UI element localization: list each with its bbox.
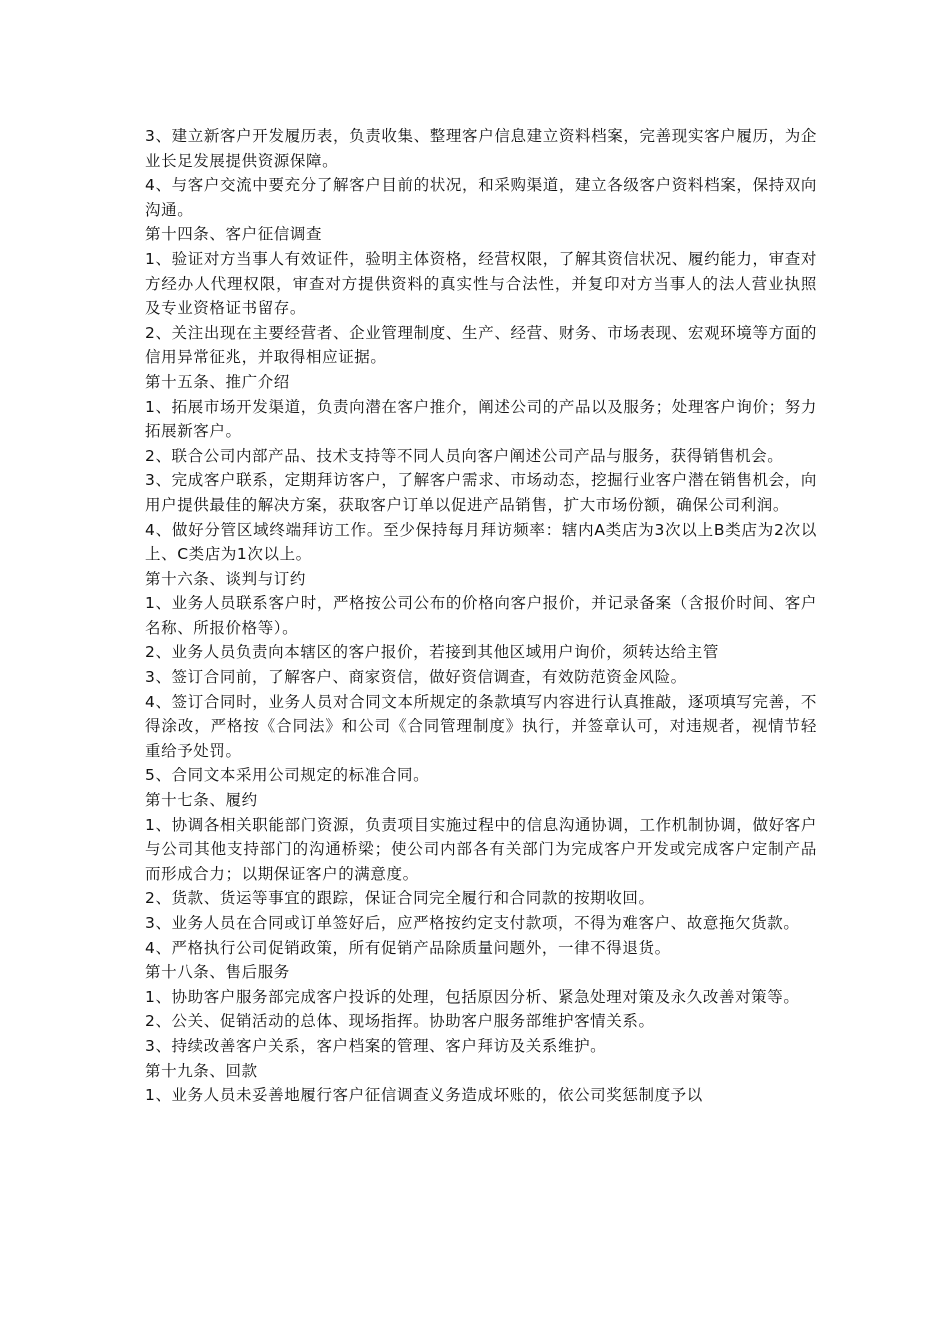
clause-item: 1、业务人员未妥善地履行客户征信调查义务造成坏账的，依公司奖惩制度予以 — [145, 1086, 703, 1105]
clause-item: 2、业务人员负责向本辖区的客户报价，若接到其他区域用户询价，须转达给主管 — [145, 643, 719, 662]
clause-item: 2、货款、货运等事宜的跟踪，保证合同完全履行和合同款的按期收回。 — [145, 889, 655, 908]
clause-item: 3、签订合同前，了解客户、商家资信，做好资信调查，有效防范资金风险。 — [145, 668, 687, 687]
clause-item: 3、业务人员在合同或订单签好后，应严格按约定支付款项，不得为难客户、故意拖欠货款。 — [145, 914, 800, 932]
section-heading: 第十五条、推广介绍 — [145, 372, 290, 391]
section-heading: 第十九条、回款 — [145, 1061, 258, 1080]
section-heading: 第十七条、履约 — [145, 791, 258, 810]
clause-item: 3、持续改善客户关系，客户档案的管理、客户拜访及关系维护。 — [145, 1036, 607, 1055]
document-body — [145, 124, 817, 1108]
clause-item: 1、业务人员联系客户时，严格按公司公布的价格向客户报价，并记录备案（含报价时间、客户名称、所报价格等）。 — [145, 594, 817, 637]
clause-item: 1、协调各相关职能部门资源，负责项目实施过程中的信息沟通协调，工作机制协调，做好客户与公司其他支持部门的沟通桥梁；使公司内部各有关部门为完成客户开发或完成客户定制产品而形成合力；以期保证客户的满意度。 — [145, 815, 817, 883]
clause-item: 1、验证对方当事人有效证件，验明主体资格，经营权限，了解其资信状况、履约能力，审查对方经办人代理权限，审查对方提供资料的真实性与合法性，并复印对方当事人的法人营业执照及专业资格证书留存。 — [145, 249, 817, 318]
section-heading: 第十四条、客户征信调查 — [145, 225, 323, 244]
clause-item: 2、公关、促销活动的总体、现场指挥。协助客户服务部维护客情关系。 — [145, 1012, 655, 1031]
clause-item: 4、与客户交流中要充分了解客户目前的状况，和采购渠道，建立各级客户资料档案，保持双向沟通。 — [145, 176, 817, 219]
clause-item: 4、严格执行公司促销政策，所有促销产品除质量问题外，一律不得退货。 — [145, 938, 671, 957]
clause-item: 5、合同文本采用公司规定的标准合同。 — [145, 766, 430, 785]
clause-item: 1、协助客户服务部完成客户投诉的处理，包括原因分析、紧急处理对策及永久改善对策等。 — [145, 987, 800, 1006]
section-heading: 第十六条、谈判与订约 — [145, 569, 307, 588]
clause-item: 1、拓展市场开发渠道，负责向潜在客户推介，阐述公司的产品以及服务；处理客户询价；努力拓展新客户。 — [145, 397, 817, 441]
clause-item: 3、建立新客户开发履历表，负责收集、整理客户信息建立资料档案，完善现实客户履历，为企业长足发展提供资源保障。 — [145, 127, 817, 170]
clause-item: 4、签订合同时，业务人员对合同文本所规定的条款填写内容进行认真推敲，逐项填写完善，不得涂改，严格按《合同法》和公司《合同管理制度》执行，并签章认可，对违规者，视情节轻重给予处罚。 — [145, 692, 817, 760]
section-heading: 第十八条、售后服务 — [145, 963, 290, 982]
clause-item: 2、联合公司内部产品、技术支持等不同人员向客户阐述公司产品与服务，获得销售机会。 — [145, 446, 784, 465]
clause-item: 3、完成客户联系，定期拜访客户，了解客户需求、市场动态，挖掘行业客户潜在销售机会，向用户提供最佳的解决方案，获取客户订单以促进产品销售，扩大市场份额，确保公司利润。 — [145, 471, 817, 514]
clause-item: 2、关注出现在主要经营者、企业管理制度、生产、经营、财务、市场表现、宏观环境等方面的信用异常征兆，并取得相应证据。 — [145, 323, 817, 367]
clause-item: 4、做好分管区域终端拜访工作。至少保持每月拜访频率：辖内A类店为3次以上B类店为2次以上、C类店为1次以上。 — [145, 520, 817, 564]
